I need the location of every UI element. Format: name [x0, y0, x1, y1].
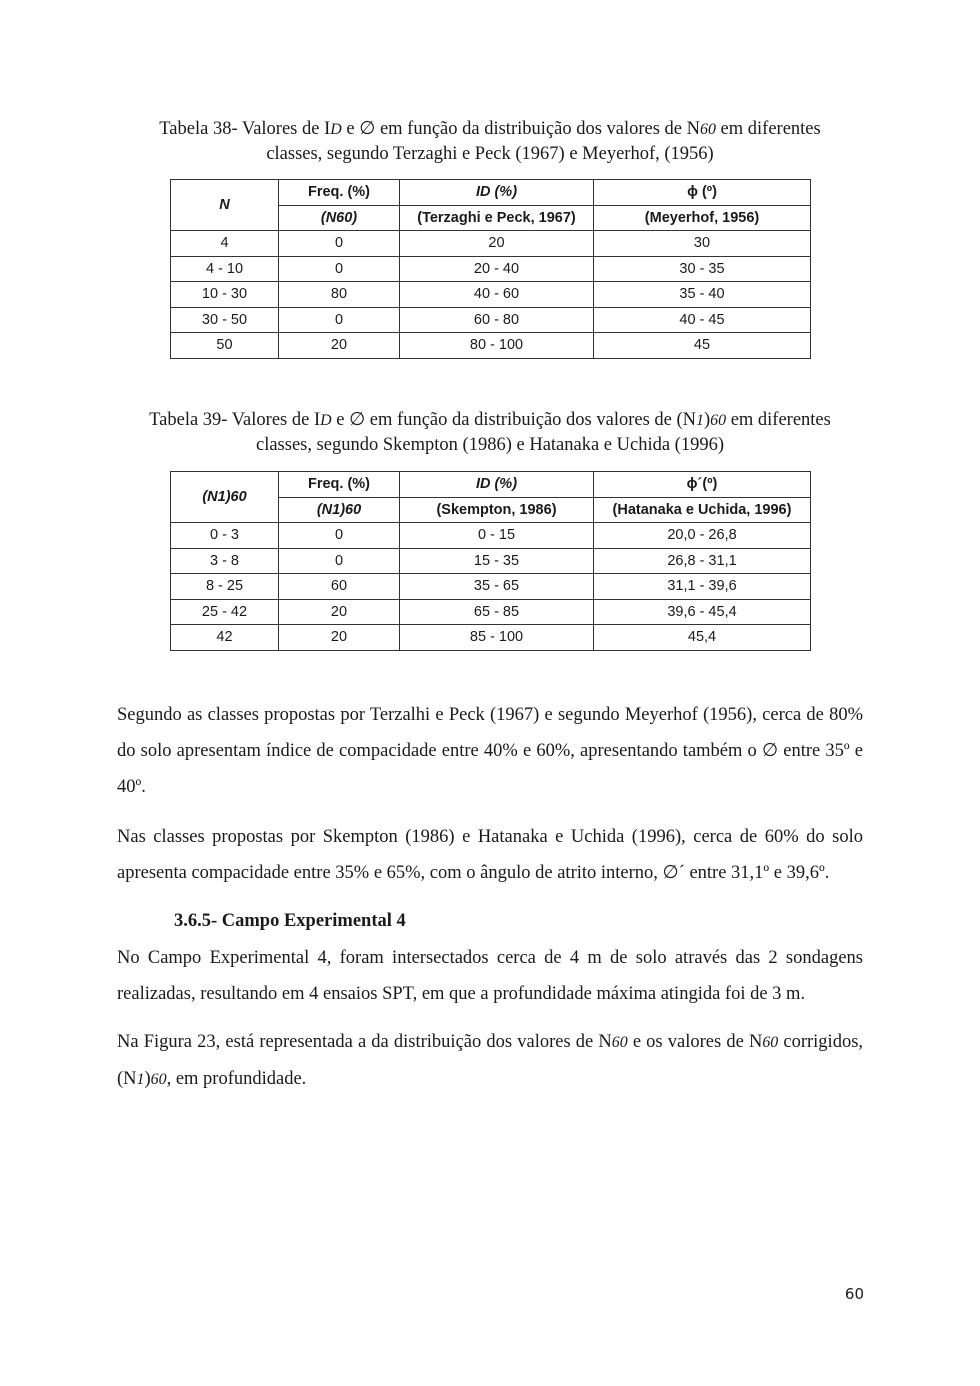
section-heading: 3.6.5- Campo Experimental 4	[174, 911, 406, 931]
header-n1-60-freq: (N1)60	[279, 497, 400, 523]
table-cell: 0	[279, 523, 400, 549]
table-39-caption-line1: Tabela 39- Valores de ID e ∅ em função da distribuição dos valores de (N1)60 em diferentes	[149, 410, 831, 430]
table-cell: 65 - 85	[400, 599, 594, 625]
page-number: 60	[844, 1285, 864, 1303]
header-meyerhof: (Meyerhof, 1956)	[594, 205, 811, 231]
table-cell: 85 - 100	[400, 625, 594, 651]
header-n: N	[171, 180, 279, 231]
paragraph-figura-23: Na Figura 23, está representada a da distribuição dos valores de N60 e os valores de N60 corrigidos, (N1)60, em profundidade.	[117, 1032, 864, 1089]
table-cell: 4	[171, 231, 279, 257]
table-row	[171, 256, 811, 282]
table-cell: 80	[279, 282, 400, 308]
table-cell: 20	[279, 625, 400, 651]
table-cell: 30 - 50	[171, 307, 279, 333]
header-freq: Freq. (%)	[279, 472, 400, 498]
table-38-caption	[0, 117, 980, 167]
table-cell: 20	[279, 333, 400, 359]
header-terzaghi: (Terzaghi e Peck, 1967)	[400, 205, 594, 231]
table-cell: 20 - 40	[400, 256, 594, 282]
table-cell: 45,4	[594, 625, 811, 651]
table-row	[171, 282, 811, 308]
table-row	[171, 599, 811, 625]
header-id: ID (%)	[400, 180, 594, 206]
table-cell: 30 - 35	[594, 256, 811, 282]
table-cell: 0	[279, 231, 400, 257]
table-cell: 3 - 8	[171, 548, 279, 574]
table-39-caption-line2: classes, segundo Skempton (1986) e Hatanaka e Uchida (1996)	[255, 435, 725, 455]
table-cell: 0	[279, 548, 400, 574]
table-cell: 60	[279, 574, 400, 600]
table-cell: 40 - 60	[400, 282, 594, 308]
paragraph-terzaghi-meyerhof: Segundo as classes propostas por Terzalhi e Peck (1967) e segundo Meyerhof (1956), cerca de 80% do solo apresentam índice de compacidade entre 40% e 60%, apresentando também o ∅ entre 35º e 40º.	[117, 705, 863, 797]
table-row	[171, 231, 811, 257]
table-cell: 20	[400, 231, 594, 257]
header-id: ID (%)	[400, 472, 594, 498]
table-cell: 50	[171, 333, 279, 359]
table-cell: 15 - 35	[400, 548, 594, 574]
table-cell: 25 - 42	[171, 599, 279, 625]
table-row	[171, 523, 811, 549]
table-cell: 42	[171, 625, 279, 651]
header-phi-prime: ϕ´(º)	[594, 472, 811, 498]
table-row	[171, 625, 811, 651]
table-cell: 80 - 100	[400, 333, 594, 359]
paragraph-skempton-hatanaka: Nas classes propostas por Skempton (1986) e Hatanaka e Uchida (1996), cerca de 60% do solo apresenta compacidade entre 35% e 65%, com o ângulo de atrito interno, ∅´ entre 31,1º e 39,6º.	[117, 827, 863, 883]
table-38	[170, 179, 811, 359]
table-cell: 39,6 - 45,4	[594, 599, 811, 625]
header-phi: ϕ (º)	[594, 180, 811, 206]
table-cell: 20	[279, 599, 400, 625]
header-freq: Freq. (%)	[279, 180, 400, 206]
table-38-caption-line2: classes, segundo Terzaghi e Peck (1967) e Meyerhof, (1956)	[266, 144, 714, 164]
table-cell: 26,8 - 31,1	[594, 548, 811, 574]
header-skempton: (Skempton, 1986)	[400, 497, 594, 523]
table-39-caption	[0, 408, 980, 458]
table-cell: 35 - 65	[400, 574, 594, 600]
table-38-caption-line1: Tabela 38- Valores de ID e ∅ em função da distribuição dos valores de N60 em diferentes	[159, 119, 821, 139]
table-cell: 0 - 15	[400, 523, 594, 549]
table-cell: 4 - 10	[171, 256, 279, 282]
table-cell: 45	[594, 333, 811, 359]
table-cell: 0 - 3	[171, 523, 279, 549]
table-cell: 8 - 25	[171, 574, 279, 600]
header-n1-60: (N1)60	[171, 472, 279, 523]
table-cell: 35 - 40	[594, 282, 811, 308]
table-cell: 10 - 30	[171, 282, 279, 308]
table-cell: 0	[279, 307, 400, 333]
table-cell: 40 - 45	[594, 307, 811, 333]
table-row	[171, 548, 811, 574]
table-cell: 30	[594, 231, 811, 257]
table-row	[171, 333, 811, 359]
table-cell: 60 - 80	[400, 307, 594, 333]
table-cell: 20,0 - 26,8	[594, 523, 811, 549]
paragraph-campo-experimental-4: No Campo Experimental 4, foram intersectados cerca de 4 m de solo através das 2 sondagens realizadas, resultando em 4 ensaios SPT, em que a profundidade máxima atingida foi de 3 m.	[117, 948, 863, 1004]
table-row	[171, 307, 811, 333]
table-39	[170, 471, 811, 651]
table-row	[171, 574, 811, 600]
table-cell: 0	[279, 256, 400, 282]
table-cell: 31,1 - 39,6	[594, 574, 811, 600]
header-hatanaka: (Hatanaka e Uchida, 1996)	[594, 497, 811, 523]
header-n60: (N60)	[279, 205, 400, 231]
